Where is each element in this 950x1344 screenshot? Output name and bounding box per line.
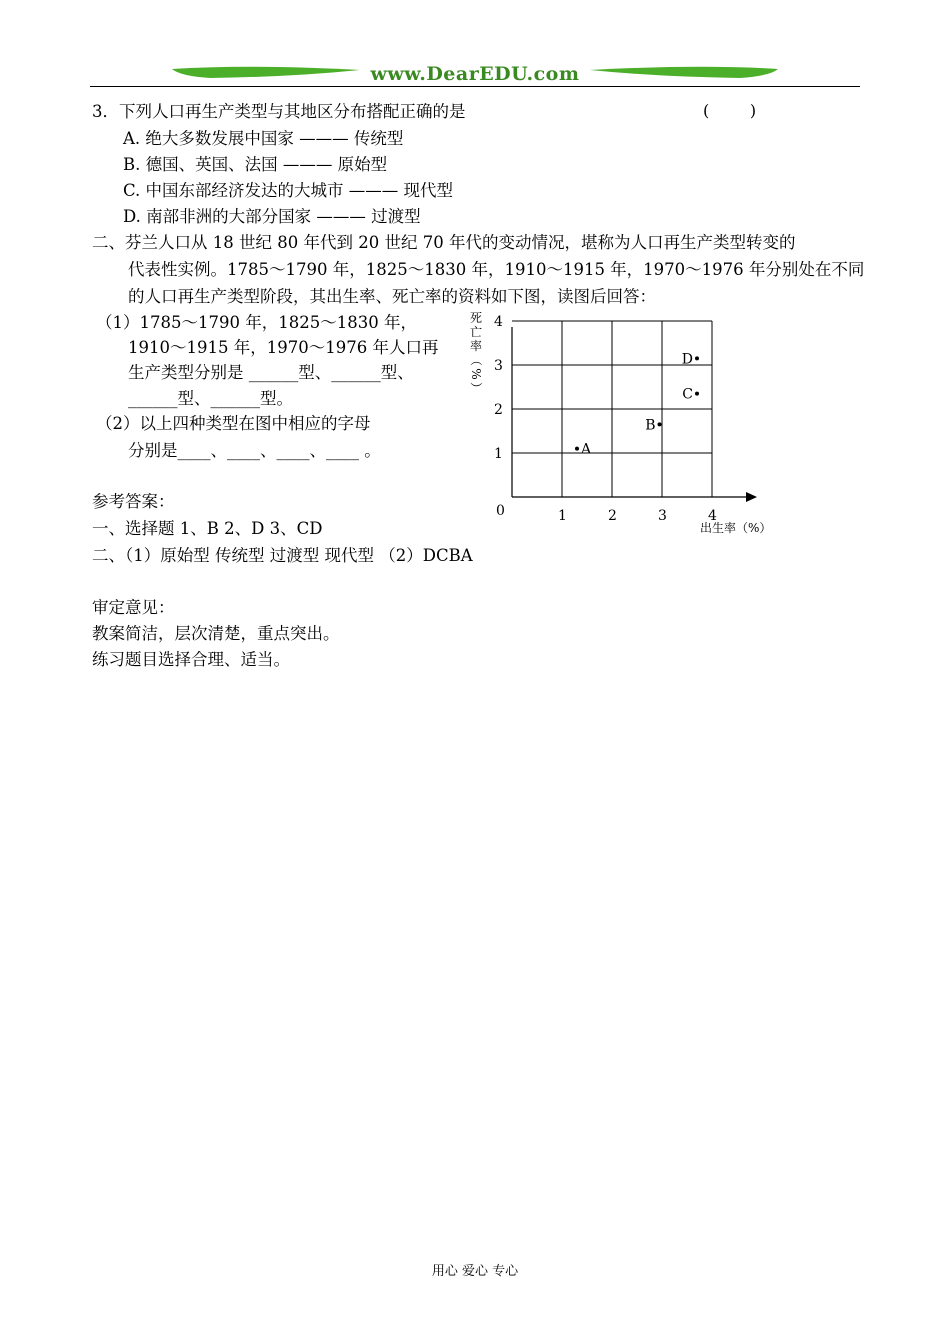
point-label-b: B: [645, 417, 656, 434]
y-axis-label: [469, 311, 483, 394]
option-b: B. 德国、英国、法国 ——— 原始型: [123, 155, 388, 174]
section-2-intro-line-1: 二、芬兰人口从 18 世纪 80 年代到 20 世纪 70 年代的变动情况，堪称为人口再生产类型转变的: [92, 233, 796, 252]
y-axis-label-char: 亡: [469, 325, 483, 339]
sub-question-1-line-1: （1）1785～1790 年，1825～1830 年，: [96, 313, 417, 332]
x-axis-label: 出生率（%）: [700, 521, 772, 535]
y-tick-label: 1: [494, 446, 503, 462]
x-tick-label: 2: [608, 508, 617, 524]
x-tick-label: 1: [558, 508, 567, 524]
answer-bracket: ( ): [703, 101, 757, 120]
option-a: A. 绝大多数发展中国家 ——— 传统型: [123, 129, 404, 148]
data-point-a: [575, 447, 579, 451]
y-tick-label: 3: [494, 358, 503, 374]
point-label-a: A: [581, 441, 592, 458]
y-axis-label-char: %: [469, 368, 483, 380]
birth-death-rate-chart: [460, 310, 780, 535]
data-point-d: [695, 356, 699, 360]
y-tick-label: 2: [494, 402, 503, 418]
answers-line-1: 一、选择题 1、B 2、D 3、CD: [92, 519, 323, 538]
y-axis-label-char: 率: [469, 339, 483, 353]
header-divider: [90, 86, 860, 87]
question-3-stem: 3．下列人口再生产类型与其地区分布搭配正确的是: [92, 102, 466, 121]
review-line-2: 练习题目选择合理、适当。: [92, 650, 290, 669]
point-label-c: C: [682, 386, 693, 403]
review-title: 审定意见：: [92, 598, 175, 617]
point-label-d: D: [681, 351, 693, 368]
answers-title: 参考答案：: [92, 492, 175, 511]
x-axis-arrow: [746, 492, 757, 502]
page-footer: 用心 爱心 专心: [431, 1264, 519, 1279]
data-point-b: [658, 422, 662, 426]
logo-text: www.DearEDU.com: [370, 63, 580, 85]
y-axis-label-char: 死: [469, 311, 483, 325]
sub-question-1-line-3: 生产类型分别是 ______型、______型、: [128, 363, 414, 382]
y-tick-label: 4: [494, 314, 503, 330]
site-logo: [170, 62, 780, 88]
x-tick-label: 4: [708, 508, 717, 524]
sub-question-2-line-2: 分别是____、____、____、____ 。: [128, 441, 381, 460]
review-line-1: 教案简洁，层次清楚，重点突出。: [92, 624, 340, 643]
section-2-intro-line-3: 的人口再生产类型阶段，其出生率、死亡率的资料如下图，读图后回答：: [128, 287, 656, 306]
origin-label: 0: [496, 503, 505, 519]
section-2-intro-line-2: 代表性实例。1785～1790 年，1825～1830 年，1910～1915 年，1970～1976 年分别处在不同: [128, 260, 865, 279]
answers-line-2: 二、（1）原始型 传统型 过渡型 现代型 （2）DCBA: [92, 546, 473, 565]
sub-question-1-line-4: ______型、______型。: [128, 389, 293, 408]
sub-question-2-line-1: （2）以上四种类型在图中相应的字母: [96, 414, 371, 433]
option-c: C. 中国东部经济发达的大城市 ——— 现代型: [123, 181, 454, 200]
y-axis-label-char: （: [469, 353, 483, 367]
sub-question-1-line-2: 1910～1915 年，1970～1976 年人口再: [128, 338, 439, 357]
option-d: D. 南部非洲的大部分国家 ——— 过渡型: [123, 207, 421, 226]
data-point-c: [695, 392, 699, 396]
y-axis-label-char: ）: [469, 381, 483, 395]
x-tick-label: 3: [658, 508, 667, 524]
